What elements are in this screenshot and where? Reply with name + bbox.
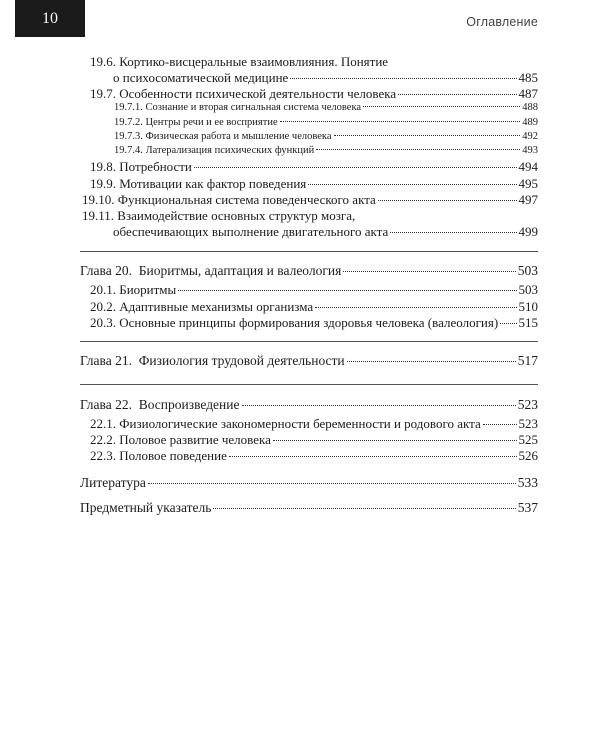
toc-chapter-page: 503 [517,263,538,278]
toc-chapter-number: Глава 21. [80,353,132,368]
toc-entry-title: Мотивации как фактор поведения [119,176,307,191]
toc-chapter-title: Предметный указатель [80,500,212,515]
leader-dots [273,440,517,441]
leader-dots [290,78,516,79]
toc-chapter-number: Глава 22. [80,397,132,412]
toc-entry-number: 19.6. [90,54,116,69]
toc-entry-page: 526 [518,448,538,463]
toc-entry-22-1[interactable] [90,416,538,432]
toc-entry-title: Половое развитие человека [119,432,271,447]
toc-entry-19-10[interactable] [82,192,538,208]
toc-entry-page: 525 [518,432,538,447]
toc-entry-number: 19.7.3. [114,131,143,142]
chapter-divider [80,384,538,385]
toc-subject-index[interactable] [80,500,538,516]
toc-chapter-title: Биоритмы, адаптация и валеология [138,263,342,278]
toc-entry-title: Физиологические закономерности беременности и родового акта [119,416,481,431]
toc-entry-title: Физическая работа и мышление человека [145,131,332,142]
toc-entry-number: 19.7.1. [114,102,143,113]
toc-entry-19-8[interactable] [90,159,538,175]
leader-dots [315,307,516,308]
leader-dots [390,232,516,233]
toc-entry-19-6-line1 [90,54,388,70]
leader-dots [347,361,516,362]
toc-entry-number: 22.3. [90,448,116,463]
toc-entry-19-7[interactable] [90,86,538,102]
toc-entry-page: 515 [518,315,538,330]
toc-entry-page: 493 [522,145,538,156]
toc-entry-20-1[interactable] [90,282,538,298]
toc-entry-number: 19.11. [82,208,115,223]
toc-entry-number: 19.9. [90,176,116,191]
leader-dots [363,106,520,107]
toc-chapter-title: Литература [80,475,146,490]
toc-entry-title: Потребности [119,159,192,174]
toc-entry-19-11-line1 [82,208,355,224]
toc-entry-number: 20.1. [90,282,116,297]
toc-entry-20-2[interactable] [90,299,538,315]
toc-chapter-page: 537 [517,500,538,515]
leader-dots [229,456,517,457]
leader-dots [280,121,521,122]
leader-dots [194,167,517,168]
toc-chapter-page: 517 [517,353,538,368]
toc-entry-page: 510 [518,299,538,314]
toc-entry-19-7-4[interactable] [114,145,538,156]
toc-entry-page: 499 [518,224,538,239]
toc-entry-title: Биоритмы [119,282,177,297]
toc-entry-20-3[interactable] [90,315,538,331]
leader-dots [483,424,517,425]
chapter-divider [80,341,538,342]
toc-entry-19-7-3[interactable] [114,131,538,142]
toc-entry-title: Кортико-висцеральные взаимовлияния. Понятие [119,54,389,69]
toc-chapter-22[interactable] [80,397,538,413]
leader-dots [378,200,517,201]
toc-entry-19-7-2[interactable] [114,117,538,128]
leader-dots [213,508,515,509]
toc-chapter-title: Воспроизведение [138,397,240,412]
leader-dots [242,405,516,406]
toc-entry-title: Латерализация психических функций [145,145,315,156]
toc-entry-page: 494 [518,159,538,174]
leader-dots [500,323,516,324]
toc-entry-page: 492 [522,131,538,142]
toc-entry-number: 19.7.4. [114,145,143,156]
chapter-divider [80,251,538,252]
toc-entry-number: 19.8. [90,159,116,174]
leader-dots [343,271,515,272]
leader-dots [178,290,516,291]
toc-chapter-21[interactable] [80,353,538,369]
toc-entry-22-3[interactable] [90,448,538,464]
toc-entry-number: 22.1. [90,416,116,431]
toc-entry-title: обеспечивающих выполнение двигательного акта [113,224,389,239]
toc-entry-title: Половое поведение [119,448,227,463]
toc-entry-page: 489 [522,117,538,128]
toc-entry-title: Особенности психической деятельности человека [119,86,397,101]
leader-dots [334,135,521,136]
toc-entry-number: 20.2. [90,299,116,314]
leader-dots [148,483,516,484]
toc-entry-22-2[interactable] [90,432,538,448]
toc-chapter-number: Глава 20. [80,263,132,278]
toc-entry-title: Функциональная система поведенческого акта [117,192,376,207]
toc-entry-page: 497 [518,192,538,207]
toc-chapter-page: 533 [517,475,538,490]
running-head: Оглавление [466,15,538,29]
toc-entry-19-11[interactable] [113,224,538,240]
toc-entry-page: 495 [518,176,538,191]
toc-entry-title: Сознание и вторая сигнальная система человека [145,102,362,113]
toc-entry-number: 20.3. [90,315,116,330]
toc-entry-title: Адаптивные механизмы организма [119,299,314,314]
toc-entry-title: Центры речи и ее восприятие [145,117,278,128]
toc-entry-title: о психосоматической медицине [113,70,289,85]
toc-entry-title: Основные принципы формирования здоровья человека (валеология) [119,315,499,330]
toc-chapter-title: Физиология трудовой деятельности [138,353,345,368]
toc-entry-page: 485 [518,70,538,85]
toc-entry-19-9[interactable] [90,176,538,192]
toc-entry-number: 19.10. [82,192,115,207]
toc-entry-19-7-1[interactable] [114,102,538,113]
toc-entry-title: Взаимодействие основных структур мозга, [117,208,356,223]
toc-entry-number: 19.7. [90,86,116,101]
toc-entry-page: 523 [518,416,538,431]
leader-dots [398,94,516,95]
leader-dots [316,149,520,150]
leader-dots [308,184,516,185]
toc-entry-page: 488 [522,102,538,113]
toc-entry-page: 487 [518,86,538,101]
toc-entry-page: 503 [518,282,538,297]
toc-chapter-page: 523 [517,397,538,412]
toc-literature[interactable] [80,475,538,491]
toc-entry-19-6[interactable] [113,70,538,86]
page-number: 10 [15,0,85,37]
toc-entry-number: 19.7.2. [114,117,143,128]
toc-entry-number: 22.2. [90,432,116,447]
toc-chapter-20[interactable] [80,263,538,279]
